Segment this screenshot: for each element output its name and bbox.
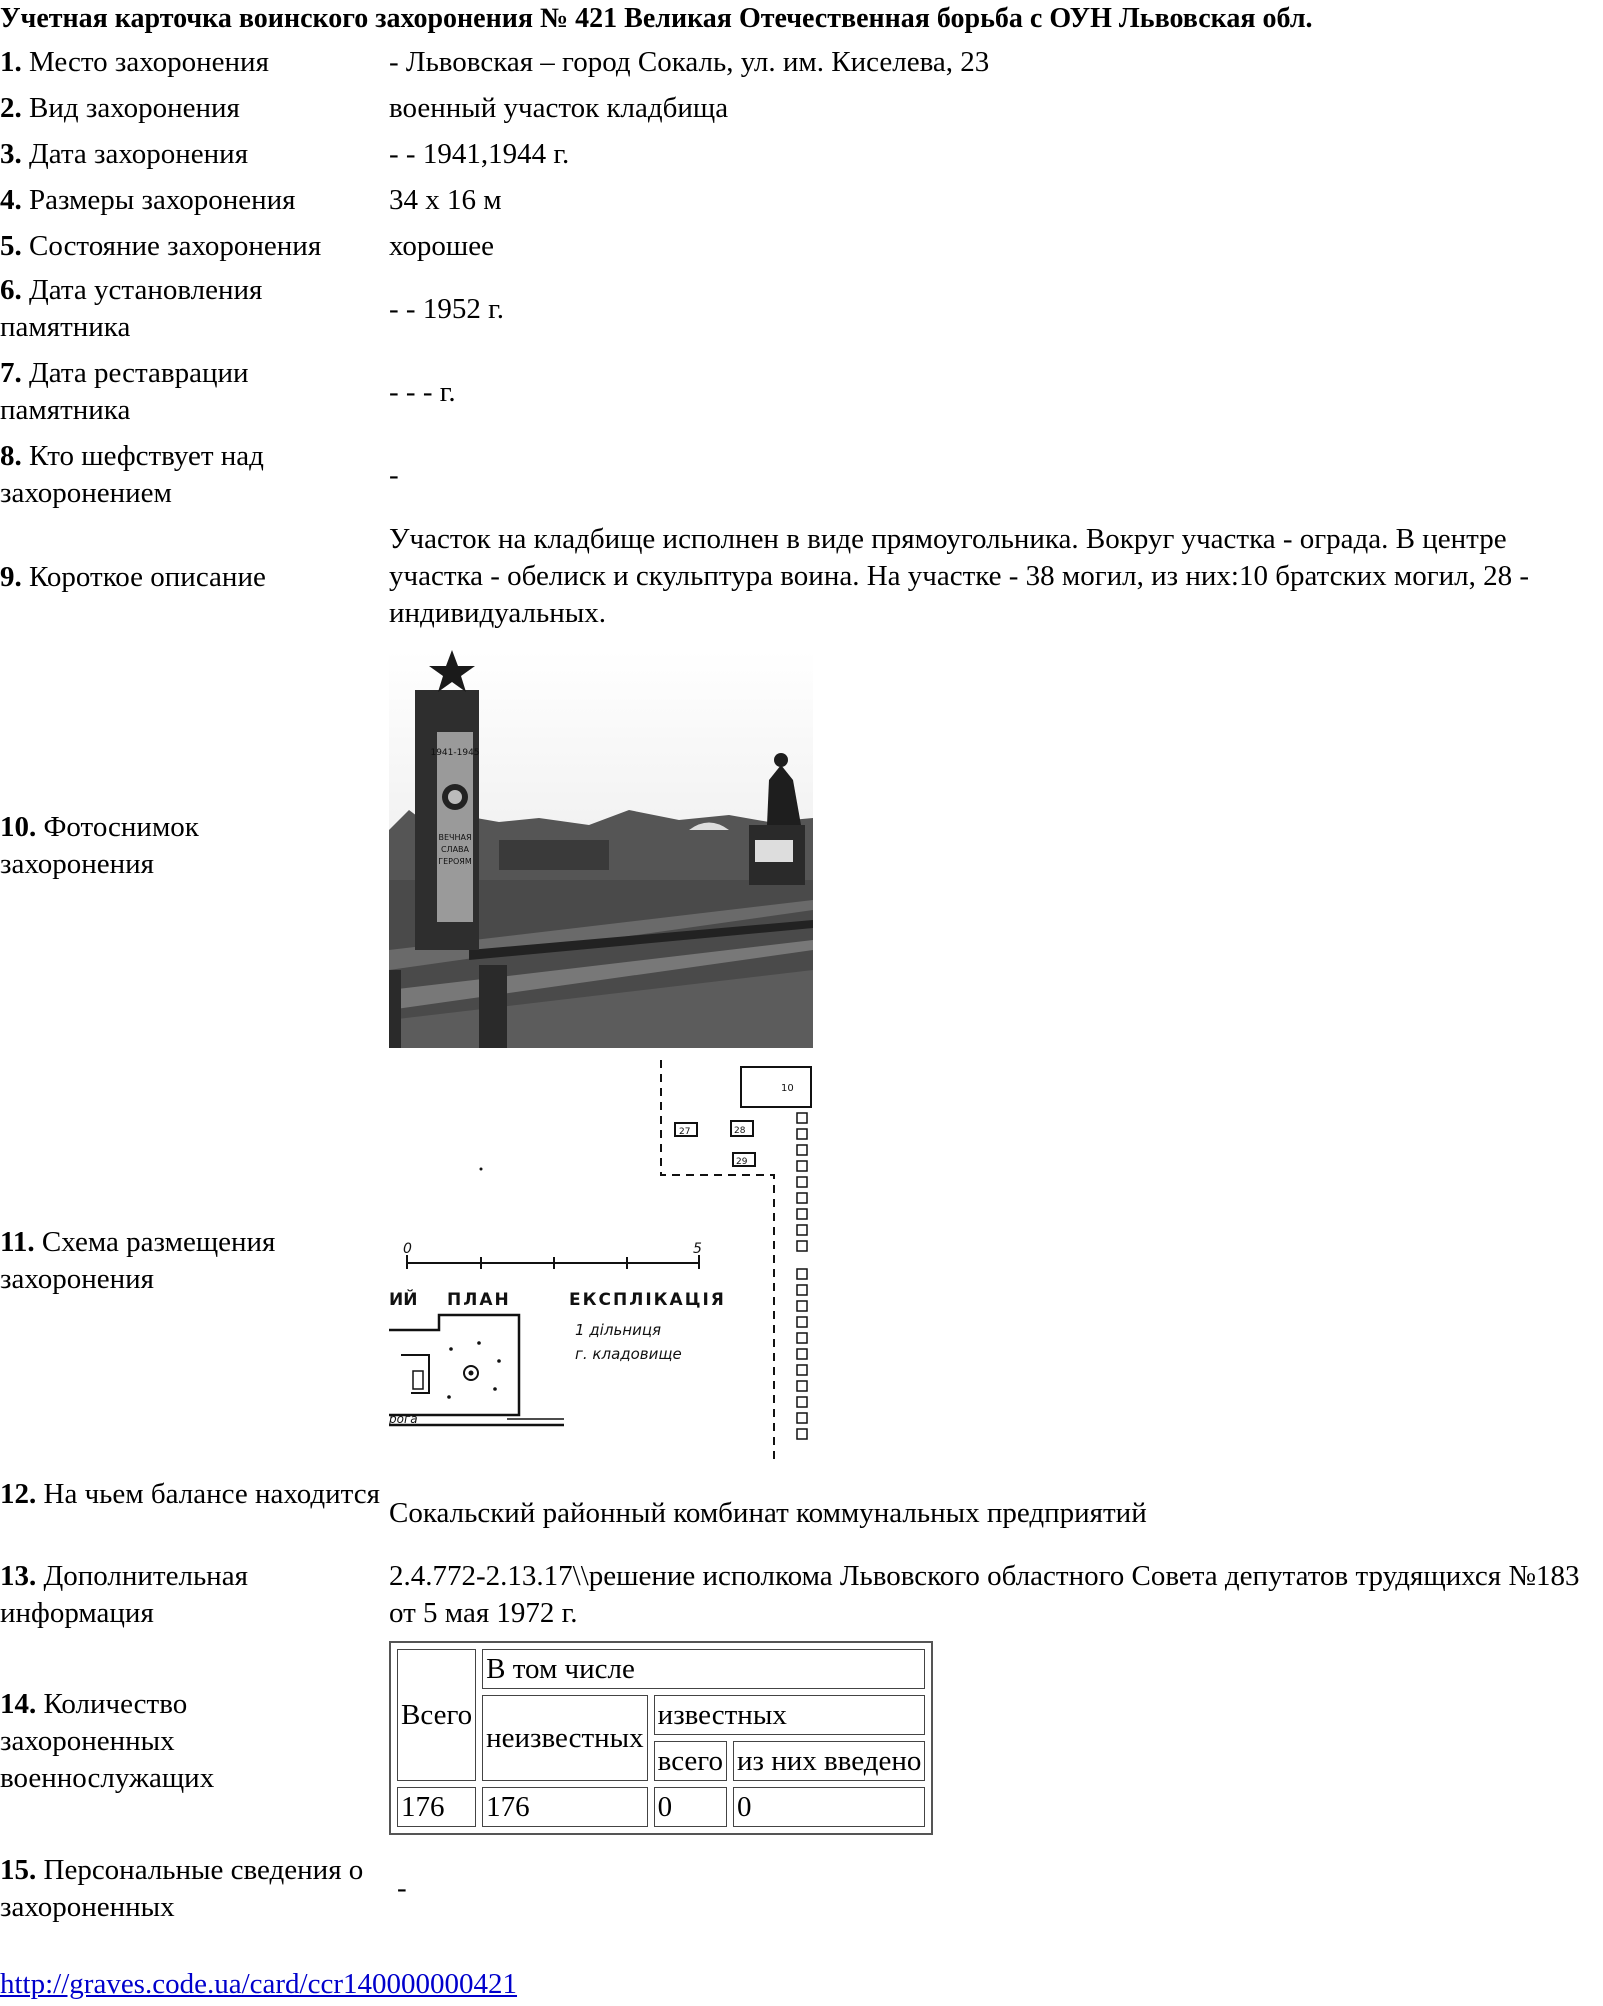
scheme-plan-fragment: ИЙ bbox=[389, 1290, 418, 1310]
field-2-label: 2. Вид захоронения bbox=[0, 92, 240, 124]
scheme-mark-10: 10 bbox=[781, 1083, 794, 1094]
field-6-value: - - 1952 г. bbox=[389, 293, 504, 325]
field-9-value: Участок на кладбище исполнен в виде прямоугольника. Вокруг участка - ограда. В центре участка - обелиск и скульптура воина. На участке - 38 могил, из них:10 братских могил, 28 - индивидуальных. bbox=[389, 523, 1530, 629]
footer-link[interactable]: http://graves.code.ua/card/ccr140000000421 bbox=[0, 1968, 518, 2000]
field-12-value: Сокальский районный комбинат коммунальных предприятий bbox=[389, 1497, 1147, 1529]
scheme-legend-1: 1 дільниця bbox=[575, 1321, 662, 1339]
field-11-label: 11. Схема размещения захоронения bbox=[0, 1226, 276, 1295]
field-7-label: 7. Дата реставрации памятника bbox=[0, 357, 249, 426]
field-4-value: 34 х 16 м bbox=[389, 184, 502, 216]
stela-years: 1941-1945 bbox=[430, 748, 480, 758]
scheme-legend-2: г. кладовище bbox=[575, 1345, 682, 1363]
stela-text-1: ВЕЧНАЯ bbox=[438, 833, 472, 842]
table-cell-total: 176 bbox=[397, 1787, 476, 1827]
burial-scheme bbox=[389, 1055, 813, 1467]
field-2-value: военный участок кладбища bbox=[389, 92, 729, 124]
table-header-known-entered: из них введено bbox=[733, 1741, 925, 1781]
stela-text-2: СЛАВА bbox=[440, 845, 470, 854]
field-7-value: - - - г. bbox=[389, 376, 456, 408]
scheme-scale-end: 5 bbox=[693, 1241, 702, 1257]
page-title: Учетная карточка воинского захоронения № 421 Великая Отечественная борьба с ОУН Львовская обл. bbox=[0, 3, 1313, 34]
field-15-label: 15. Персональные сведения о захороненных bbox=[0, 1854, 364, 1923]
field-6-label: 6. Дата установления памятника bbox=[0, 274, 263, 343]
scheme-plan-label: ПЛАН bbox=[447, 1290, 511, 1310]
field-3-value: - - 1941,1944 г. bbox=[389, 138, 570, 170]
table-cell-unknown: 176 bbox=[482, 1787, 648, 1827]
field-4-label: 4. Размеры захоронения bbox=[0, 184, 296, 216]
burial-photo bbox=[389, 650, 813, 1048]
field-8-label: 8. Кто шефствует над захоронением bbox=[0, 440, 264, 509]
burial-count-table bbox=[389, 1641, 933, 1835]
stela-text-3: ГЕРОЯМ bbox=[438, 857, 472, 866]
field-5-label: 5. Состояние захоронения bbox=[0, 230, 322, 262]
scheme-scale-start: 0 bbox=[403, 1241, 412, 1257]
field-13-value: 2.4.772-2.13.17\\решение исполкома Львовского областного Совета депутатов трудящихся №183 от 5 мая 1972 г. bbox=[389, 1560, 1580, 1629]
field-5-value: хорошее bbox=[389, 230, 494, 262]
field-12-label: 12. На чьем балансе находится bbox=[0, 1478, 380, 1510]
field-9-label: 9. Короткое описание bbox=[0, 561, 266, 593]
field-10-label: 10. Фотоснимок захоронения bbox=[0, 811, 199, 880]
table-header-known: известных bbox=[654, 1695, 926, 1735]
table-cell-known-total: 0 bbox=[654, 1787, 727, 1827]
field-1-value: - Львовская – город Сокаль, ул. им. Киселева, 23 bbox=[389, 46, 990, 78]
field-15-value: - bbox=[397, 1872, 407, 1904]
scheme-mark-28: 28 bbox=[734, 1126, 746, 1136]
scheme-road-label: рога bbox=[389, 1412, 418, 1426]
table-cell-known-entered: 0 bbox=[733, 1787, 925, 1827]
field-8-value: - bbox=[389, 459, 399, 491]
table-header-including: В том числе bbox=[482, 1649, 925, 1689]
field-14-label: 14. Количество захороненных военнослужащих bbox=[0, 1688, 215, 1794]
scheme-mark-27: 27 bbox=[679, 1127, 691, 1137]
scheme-explication-label: ЕКСПЛІКАЦІЯ bbox=[569, 1290, 726, 1310]
field-13-label: 13. Дополнительная информация bbox=[0, 1560, 248, 1629]
field-1-label: 1. Место захоронения bbox=[0, 46, 269, 78]
field-3-label: 3. Дата захоронения bbox=[0, 138, 249, 170]
table-header-unknown: неизвестных bbox=[482, 1695, 648, 1781]
table-header-known-total: всего bbox=[654, 1741, 727, 1781]
table-header-total: Всего bbox=[397, 1649, 476, 1781]
scheme-mark-29: 29 bbox=[736, 1157, 748, 1167]
